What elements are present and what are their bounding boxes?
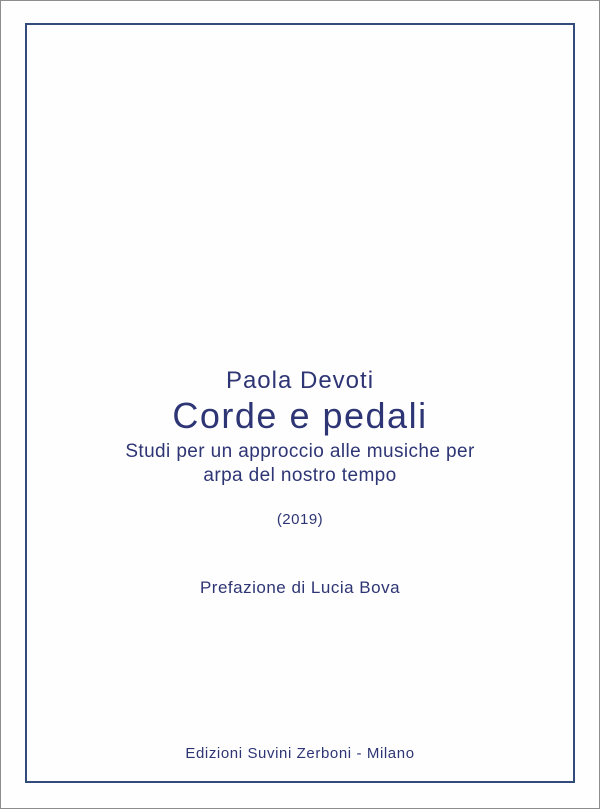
publication-year: (2019) xyxy=(276,510,324,528)
author-name: Paola Devoti xyxy=(225,367,375,394)
subtitle-line-1: Studi per un approccio alle musiche per xyxy=(125,441,475,463)
preface-credit: Prefazione di Lucia Bova xyxy=(199,577,401,597)
subtitle-line-2: arpa del nostro tempo xyxy=(203,464,397,486)
book-title: Corde e pedali xyxy=(172,394,428,436)
title-block xyxy=(1,367,599,598)
book-subtitle xyxy=(1,440,599,488)
publisher-imprint: Edizioni Suvini Zerboni - Milano xyxy=(185,745,415,762)
